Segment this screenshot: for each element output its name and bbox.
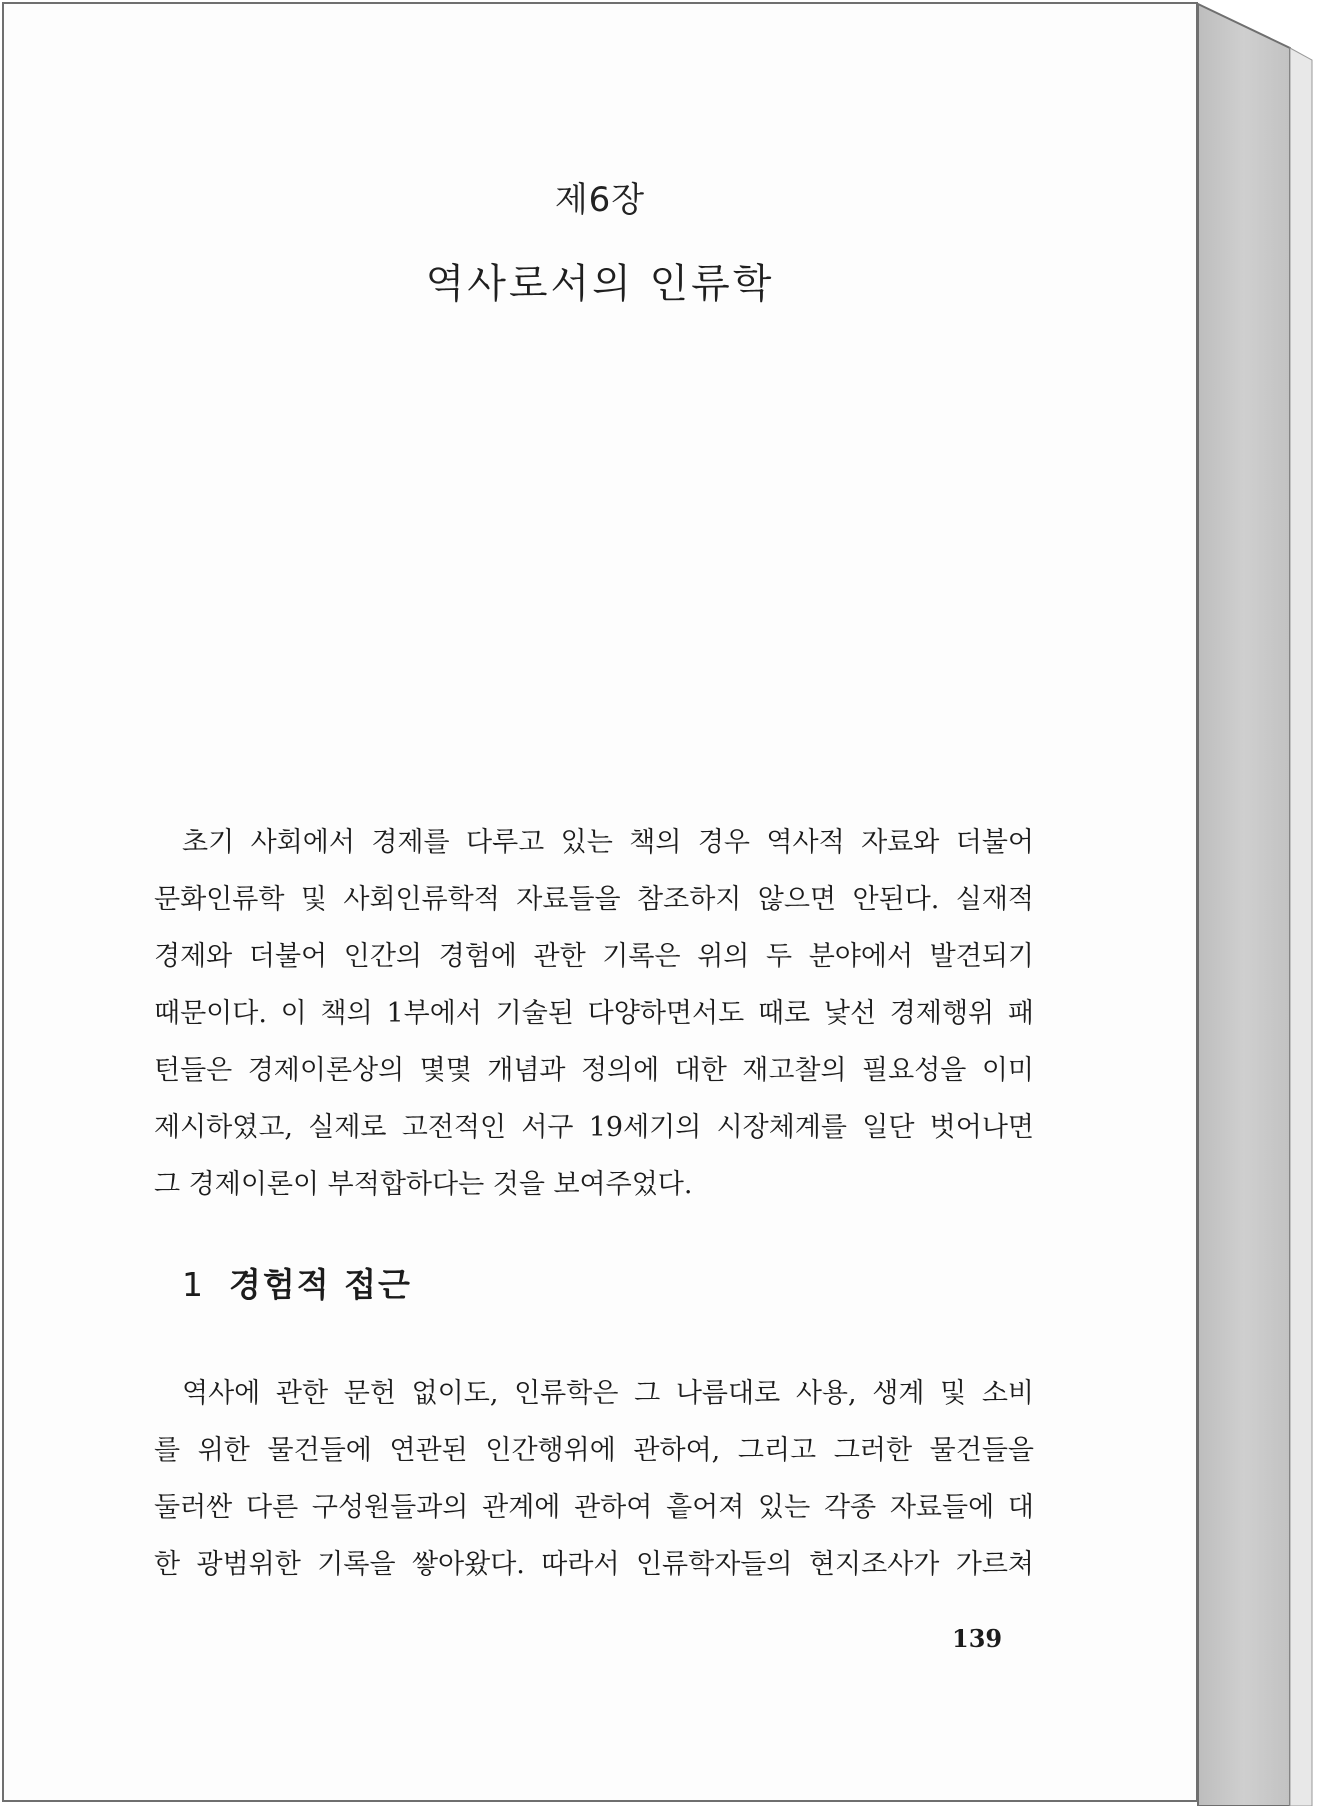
section-number: 1: [182, 1265, 203, 1304]
paragraph-line: 역사에 관한 문헌 없이도, 인류학은 그 나름대로 사용, 생계 및 소비: [182, 1378, 1034, 1409]
section-title: 경험적 접근: [229, 1265, 412, 1304]
paragraph-line: 그 경제이론이 부적합하다는 것을 보여주었다.: [154, 1169, 693, 1200]
paragraph-line: 턴들은 경제이론상의 몇몇 개념과 정의에 대한 재고찰의 필요성을 이미: [154, 1055, 1034, 1086]
page-number: 139: [952, 1624, 1003, 1653]
section-heading: [182, 1259, 412, 1306]
intro-paragraph: [154, 814, 1034, 1213]
section-paragraph: [154, 1365, 1034, 1593]
book-page: [2, 2, 1198, 1802]
chapter-title: 역사로서의 인류학: [425, 261, 775, 307]
paragraph-line: 제시하였고, 실제로 고전적인 서구 19세기의 시장체계를 일단 벗어나면: [154, 1112, 1034, 1143]
paragraph-line: 둘러싼 다른 구성원들과의 관계에 관하여 흩어져 있는 각종 자료들에 대: [154, 1492, 1034, 1523]
paragraph-line: 때문이다. 이 책의 1부에서 기술된 다양하면서도 때로 낯선 경제행위 패: [154, 998, 1034, 1029]
chapter-number: 제6장: [554, 180, 646, 220]
paragraph-line: 문화인류학 및 사회인류학적 자료들을 참조하지 않으면 안된다. 실재적: [154, 884, 1034, 915]
paragraph-line: 초기 사회에서 경제를 다루고 있는 책의 경우 역사적 자료와 더불어: [182, 827, 1034, 858]
paragraph-line: 를 위한 물건들에 연관된 인간행위에 관하여, 그리고 그러한 물건들을: [154, 1435, 1034, 1466]
paragraph-line: 한 광범위한 기록을 쌓아왔다. 따라서 인류학자들의 현지조사가 가르쳐: [154, 1549, 1034, 1580]
paragraph-line: 경제와 더불어 인간의 경험에 관한 기록은 위의 두 분야에서 발견되기: [154, 941, 1034, 972]
